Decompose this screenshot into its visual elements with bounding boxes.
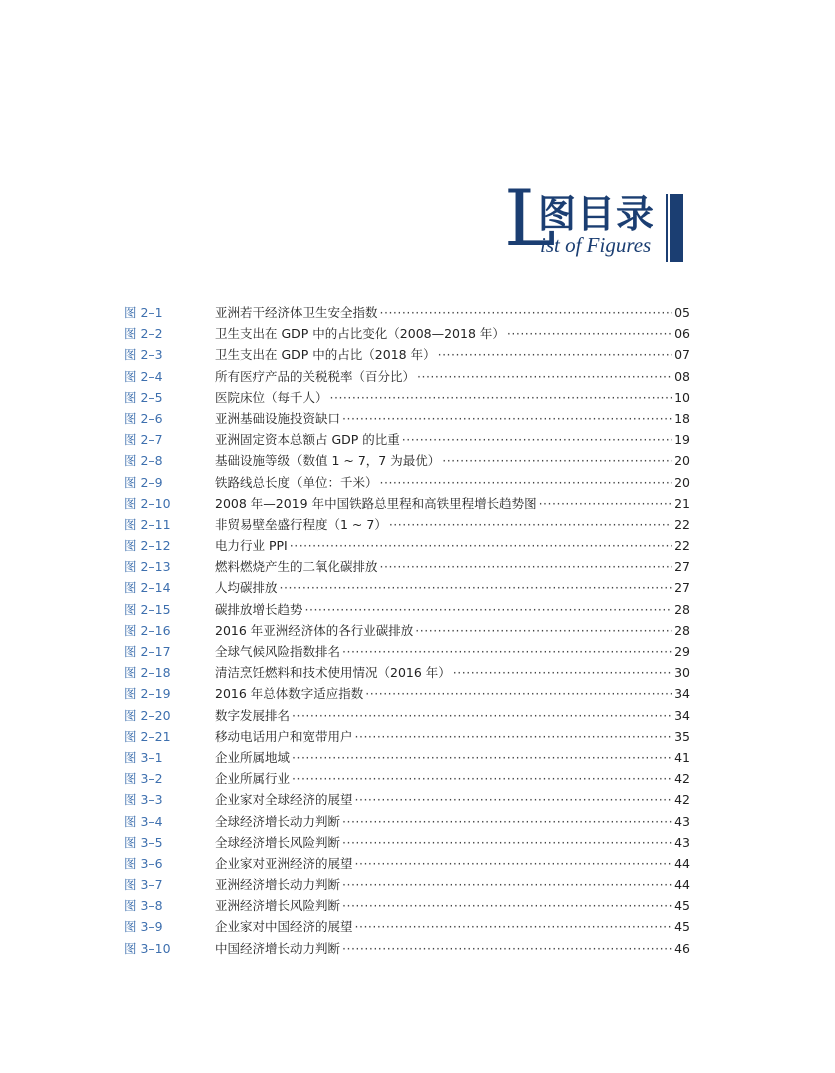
figure-title: 2008 年—2019 年中国铁路总里程和高铁里程增长趋势图	[215, 495, 537, 511]
figure-entry[interactable]	[124, 705, 690, 726]
figure-title: 企业家对全球经济的展望	[215, 792, 353, 808]
dot-leader	[380, 302, 672, 323]
dot-leader	[415, 620, 672, 641]
figure-title: 亚洲经济增长风险判断	[215, 898, 341, 914]
figure-number: 图 3–6	[124, 855, 163, 871]
figure-title: 基础设施等级（数值 1 ~ 7，7 为最优）	[215, 453, 441, 469]
heading-thin-bar	[666, 194, 668, 262]
dot-leader	[380, 556, 672, 577]
dot-leader	[438, 344, 672, 365]
figure-number: 图 3–1	[124, 749, 163, 765]
figure-title: 2016 年亚洲经济体的各行业碳排放	[215, 622, 414, 638]
dot-leader	[342, 641, 672, 662]
dot-leader	[342, 874, 672, 895]
page-number: 45	[674, 898, 690, 914]
figure-entry[interactable]	[124, 726, 690, 747]
figure-number: 图 3–8	[124, 898, 163, 914]
figure-entry[interactable]	[124, 408, 690, 429]
figure-number: 图 2–10	[124, 495, 171, 511]
figure-number: 图 3–5	[124, 834, 163, 850]
dot-leader	[305, 599, 672, 620]
figure-number: 图 2–6	[124, 410, 163, 426]
page-number: 34	[674, 686, 690, 702]
page-number: 42	[674, 792, 690, 808]
figure-title: 全球经济增长动力判断	[215, 813, 341, 829]
figure-number: 图 2–3	[124, 347, 163, 363]
page-number: 22	[674, 516, 690, 532]
figure-title: 电力行业 PPI	[215, 538, 288, 554]
figure-title: 铁路线总长度（单位：千米）	[215, 474, 378, 490]
figure-number: 图 2–18	[124, 665, 171, 681]
figure-number: 图 2–2	[124, 326, 163, 342]
page-number: 19	[674, 432, 690, 448]
figure-title: 企业家对亚洲经济的展望	[215, 855, 353, 871]
page-number: 27	[674, 580, 690, 596]
figure-number: 图 2–7	[124, 432, 163, 448]
figure-number: 图 2–20	[124, 707, 171, 723]
figure-entry[interactable]	[124, 387, 690, 408]
dot-leader	[342, 832, 672, 853]
figure-title: 所有医疗产品的关税税率（百分比）	[215, 368, 416, 384]
heading-bar	[670, 194, 683, 262]
figure-title: 碳排放增长趋势	[215, 601, 303, 617]
list-of-figures-heading	[500, 174, 700, 266]
page-number: 43	[674, 834, 690, 850]
figure-title: 卫生支出在 GDP 中的占比（2018 年）	[215, 347, 436, 363]
figure-entry[interactable]	[124, 747, 690, 768]
figure-title: 亚洲固定资本总额占 GDP 的比重	[215, 432, 400, 448]
figure-title: 燃料燃烧产生的二氧化碳排放	[215, 559, 378, 575]
figure-number: 图 3–4	[124, 813, 163, 829]
figure-entry[interactable]	[124, 429, 690, 450]
figure-title: 亚洲经济增长动力判断	[215, 877, 341, 893]
dot-leader	[280, 577, 672, 598]
figure-title: 企业所属地域	[215, 749, 291, 765]
figure-title: 亚洲基础设施投资缺口	[215, 410, 341, 426]
figure-entry[interactable]	[124, 450, 690, 471]
dot-leader	[507, 323, 672, 344]
page-number: 28	[674, 601, 690, 617]
page-number: 22	[674, 538, 690, 554]
dot-leader	[402, 429, 672, 450]
figure-title: 企业家对中国经济的展望	[215, 919, 353, 935]
dot-leader	[355, 916, 672, 937]
figure-entry[interactable]	[124, 577, 690, 598]
figure-title: 全球气候风险指数排名	[215, 644, 341, 659]
figure-number: 图 2–17	[124, 644, 171, 659]
page-number: 43	[674, 813, 690, 829]
figure-number: 图 2–16	[124, 622, 171, 638]
figure-entry[interactable]	[124, 535, 690, 556]
figure-number: 图 2–1	[124, 305, 163, 320]
dot-leader	[342, 811, 672, 832]
figure-entry[interactable]	[124, 789, 690, 810]
dot-leader	[380, 472, 672, 493]
figure-number: 图 2–4	[124, 368, 163, 384]
page-number: 28	[674, 622, 690, 638]
figure-entry[interactable]	[124, 620, 690, 641]
figure-number: 图 2–11	[124, 516, 171, 532]
figure-entry[interactable]	[124, 514, 690, 535]
dot-leader	[453, 662, 672, 683]
dot-leader	[342, 408, 672, 429]
figure-number: 图 2–9	[124, 474, 163, 490]
page-number: 45	[674, 919, 690, 935]
figure-entry[interactable]	[124, 599, 690, 620]
dot-leader	[342, 895, 672, 916]
figure-number: 图 3–10	[124, 940, 171, 956]
dot-leader	[355, 789, 672, 810]
figure-number: 图 2–5	[124, 389, 163, 405]
figure-number: 图 3–9	[124, 919, 163, 935]
figure-title: 2016 年总体数字适应指数	[215, 686, 364, 702]
page-number: 34	[674, 707, 690, 723]
heading-title-english: ist of Figures	[540, 233, 652, 257]
figure-entry[interactable]	[124, 874, 690, 895]
figure-entry[interactable]	[124, 832, 690, 853]
figure-entry[interactable]	[124, 938, 690, 959]
figure-number: 图 2–19	[124, 686, 171, 702]
figure-entry[interactable]	[124, 662, 690, 683]
page-number: 27	[674, 559, 690, 575]
page-number: 08	[674, 368, 690, 384]
figure-title: 清洁烹饪燃料和技术使用情况（2016 年）	[215, 665, 451, 681]
figure-entry[interactable]	[124, 493, 690, 514]
figure-entry[interactable]	[124, 641, 690, 662]
page-number: 21	[674, 495, 690, 511]
dot-leader	[355, 853, 672, 874]
dot-leader	[539, 493, 672, 514]
figure-entry[interactable]	[124, 811, 690, 832]
dot-leader	[292, 705, 672, 726]
figure-number: 图 2–12	[124, 538, 171, 554]
figure-entry[interactable]	[124, 472, 690, 493]
dot-leader	[330, 387, 672, 408]
dot-leader	[442, 450, 672, 471]
figure-title: 移动电话用户和宽带用户	[215, 728, 353, 744]
page-number: 42	[674, 771, 690, 787]
heading-initial-letter: L	[504, 174, 556, 264]
dot-leader	[292, 747, 672, 768]
figure-title: 非贸易壁垒盛行程度（1 ~ 7）	[215, 516, 387, 532]
page-number: 29	[674, 644, 690, 659]
figure-list	[124, 302, 690, 959]
page-number: 44	[674, 855, 690, 871]
figure-number: 图 3–2	[124, 771, 163, 787]
page-number: 44	[674, 877, 690, 893]
figure-title: 企业所属行业	[215, 771, 291, 787]
figure-title: 中国经济增长动力判断	[215, 940, 341, 956]
dot-leader	[292, 768, 672, 789]
page-number: 41	[674, 749, 690, 765]
figure-title: 亚洲若干经济体卫生安全指数	[215, 305, 378, 320]
dot-leader	[389, 514, 672, 535]
figure-entry[interactable]	[124, 895, 690, 916]
page-number: 10	[674, 389, 690, 405]
dot-leader	[365, 683, 672, 704]
figure-title: 医院床位（每千人）	[215, 389, 328, 405]
figure-number: 图 3–3	[124, 792, 163, 808]
page-number: 18	[674, 410, 690, 426]
figure-title: 数字发展排名	[215, 707, 291, 723]
page-number: 20	[674, 453, 690, 469]
dot-leader	[342, 938, 672, 959]
page-number: 46	[674, 940, 690, 956]
figure-number: 图 2–14	[124, 580, 171, 596]
figure-number: 图 2–13	[124, 559, 171, 575]
figure-entry[interactable]	[124, 302, 690, 323]
dot-leader	[290, 535, 672, 556]
figure-entry[interactable]	[124, 366, 690, 387]
dot-leader	[417, 366, 672, 387]
page-number: 06	[674, 326, 690, 342]
figure-entry[interactable]	[124, 683, 690, 704]
figure-entry[interactable]	[124, 768, 690, 789]
page-number: 05	[674, 305, 690, 320]
page-number: 30	[674, 665, 690, 681]
figure-title: 卫生支出在 GDP 中的占比变化（2008—2018 年）	[215, 326, 505, 342]
figure-number: 图 2–15	[124, 601, 171, 617]
page-number: 35	[674, 728, 690, 744]
heading-title-chinese: 图目录	[538, 191, 656, 236]
figure-title: 全球经济增长风险判断	[215, 834, 341, 850]
figure-entry[interactable]	[124, 344, 690, 365]
figure-entry[interactable]	[124, 323, 690, 344]
page-number: 07	[674, 347, 690, 363]
figure-number: 图 3–7	[124, 877, 163, 893]
figure-number: 图 2–21	[124, 728, 171, 744]
figure-entry[interactable]	[124, 916, 690, 937]
figure-entry[interactable]	[124, 853, 690, 874]
figure-number: 图 2–8	[124, 453, 163, 469]
page-number: 20	[674, 474, 690, 490]
figure-entry[interactable]	[124, 556, 690, 577]
dot-leader	[355, 726, 672, 747]
figure-title: 人均碳排放	[215, 580, 278, 596]
